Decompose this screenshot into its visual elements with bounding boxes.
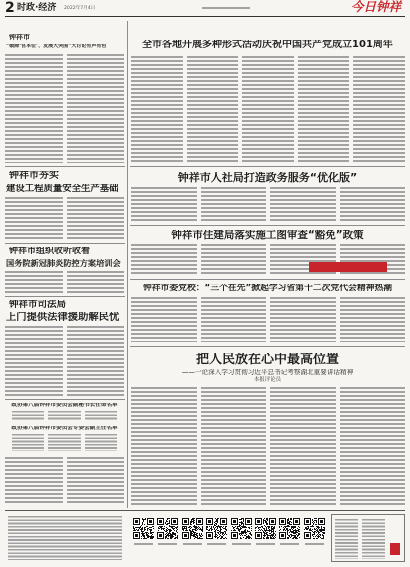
article-body (131, 387, 405, 506)
editor-credits (335, 519, 385, 559)
text-column (362, 519, 385, 559)
article-body (5, 271, 124, 293)
divider (130, 166, 405, 167)
text-column (48, 434, 80, 451)
article-headline: “破除‘官本位’、发展大突围”大讨论有声有色 (6, 44, 107, 49)
text-column (201, 387, 267, 506)
text-column (67, 326, 125, 396)
qr-pattern (279, 518, 300, 539)
article-kicker: 钟祥市司法局 (9, 300, 67, 310)
text-column (131, 387, 197, 506)
text-column (298, 56, 350, 163)
seal-mark (390, 543, 400, 555)
qr-pattern (133, 518, 154, 539)
lead-headline: 全市各地开展多种形式活动庆祝中国共产党成立101周年 (142, 40, 393, 50)
divider (5, 243, 125, 244)
text-column (131, 56, 183, 163)
qr-pattern (304, 518, 325, 539)
column-divider (127, 21, 128, 508)
text-column (5, 197, 63, 240)
publisher-info (8, 516, 122, 560)
article-kicker: 钟祥市夯实 (9, 171, 59, 181)
qr-code (133, 518, 154, 539)
qr-code (231, 518, 252, 539)
text-column (353, 56, 405, 163)
text-column (131, 244, 197, 276)
divider (130, 225, 405, 226)
text-column (201, 244, 267, 276)
notice-title: 政协第八届钟祥市委员会副秘书长任命名单 (11, 403, 118, 408)
text-column (12, 434, 44, 451)
text-column (201, 187, 267, 222)
text-column (48, 411, 80, 421)
qr-caption (305, 543, 324, 545)
editor-box (331, 514, 405, 562)
qr-caption (183, 543, 202, 545)
text-column (5, 54, 63, 163)
qr-caption (158, 543, 177, 545)
header-small-print (202, 7, 250, 9)
notice-list (12, 411, 117, 421)
red-banner (309, 262, 387, 272)
article-kicker: 钟祥市 (9, 34, 30, 41)
qr-caption (280, 543, 299, 545)
text-column (8, 516, 122, 560)
text-column (340, 387, 406, 506)
text-column (67, 54, 125, 163)
article-body (131, 187, 405, 222)
header-rule (5, 16, 405, 17)
text-column (340, 297, 406, 342)
notice-title: 政协第八届钟祥市委员会专委会副主任名单 (11, 426, 118, 431)
qr-code (304, 518, 325, 539)
qr-pattern (157, 518, 178, 539)
divider (130, 279, 405, 280)
article-body (5, 326, 124, 396)
text-column (5, 271, 63, 293)
text-column (270, 297, 336, 342)
commentary-byline: 本报评论员 (254, 377, 281, 383)
page-number: 2 (5, 0, 15, 16)
article-body (131, 297, 405, 342)
text-column (201, 297, 267, 342)
text-column (5, 457, 63, 505)
article-headline: 钟祥市住建局落实施工图审查“豁免”政策 (171, 230, 364, 241)
article-headline: 钟祥市人社局打造政务服务“优化版” (177, 172, 358, 183)
article-headline: 国务院新冠肺炎防控方案培训会 (6, 259, 121, 268)
article-headline: 钟祥市委党校：“三个在先”掀起学习省第十二次党代会精神热潮 (142, 284, 393, 293)
article-headline: 上门提供法律援助解民忧 (6, 312, 120, 323)
text-column (242, 56, 294, 163)
qr-pattern (255, 518, 276, 539)
bottom-rule (5, 510, 405, 511)
text-column (131, 187, 197, 222)
text-column (187, 56, 239, 163)
article-body (131, 56, 405, 163)
qr-code (157, 518, 178, 539)
text-column (270, 387, 336, 506)
text-column (270, 187, 336, 222)
text-column (67, 271, 125, 293)
qr-code (255, 518, 276, 539)
divider (5, 166, 125, 167)
qr-code (206, 518, 227, 539)
article-headline: 建设工程质量安全生产基础 (6, 184, 119, 194)
commentary-headline: 把人民放在心中最高位置 (195, 353, 339, 366)
text-column (85, 434, 117, 451)
qr-pattern (206, 518, 227, 539)
issue-date: 2022年7月4日 (64, 6, 96, 11)
qr-caption (134, 543, 153, 545)
divider (130, 346, 405, 347)
qr-pattern (231, 518, 252, 539)
qr-caption (256, 543, 275, 545)
text-column (5, 326, 63, 396)
article-body (5, 197, 124, 240)
qr-code (182, 518, 203, 539)
paper-logo: 今日钟祥 (351, 0, 402, 14)
article-body (5, 54, 124, 163)
qr-caption (207, 543, 226, 545)
text-column (67, 457, 125, 505)
article-kicker: 钟祥市组织收听收看 (9, 247, 91, 256)
qr-pattern (182, 518, 203, 539)
qr-caption (232, 543, 251, 545)
section-title: 时政·经济 (17, 3, 57, 13)
text-column (12, 411, 44, 421)
text-column (340, 187, 406, 222)
text-column (67, 197, 125, 240)
article-body (5, 457, 124, 505)
divider (5, 296, 125, 297)
commentary-subtitle: ——一论深入学习贯彻习近平总书记考察湖北重要讲话精神 (181, 369, 354, 376)
divider (5, 399, 125, 400)
notice-list (12, 434, 117, 451)
qr-code (279, 518, 300, 539)
text-column (85, 411, 117, 421)
text-column (335, 519, 358, 559)
text-column (131, 297, 197, 342)
